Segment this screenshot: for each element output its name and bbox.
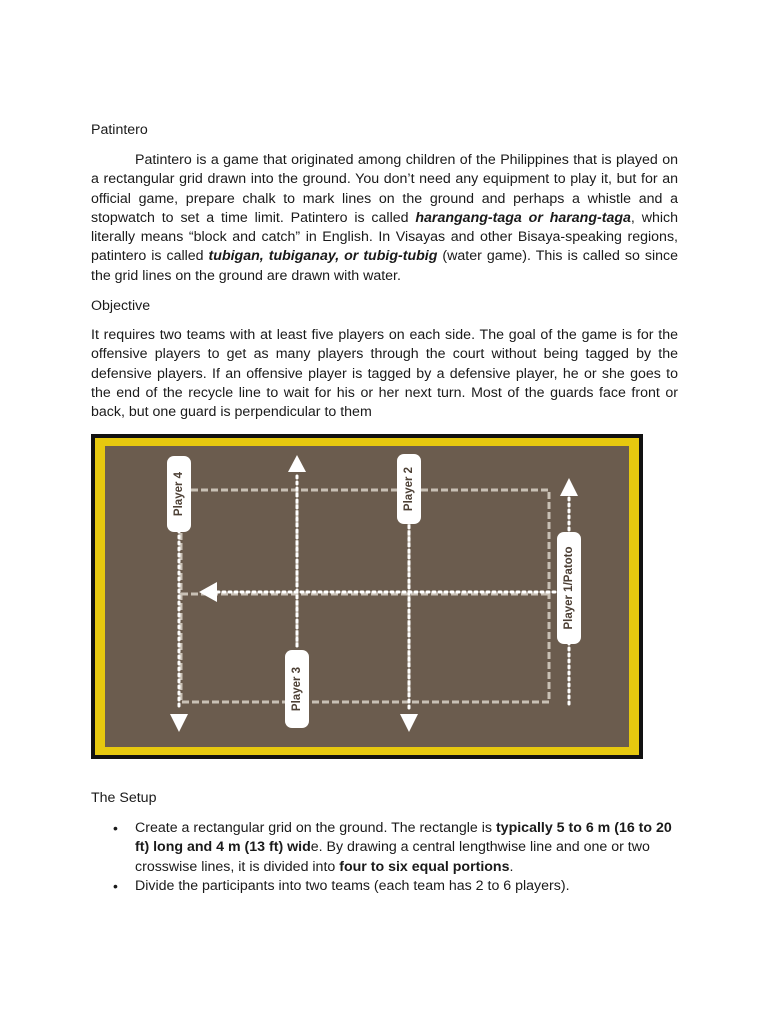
objective-heading: Objective — [91, 298, 151, 314]
intro-paragraph — [91, 151, 678, 286]
player4-label: Player 4 — [173, 471, 185, 517]
objective-paragraph: It requires two teams with at least five players on each side. The goal of the game is for the offensive players to get as many players through the court without being tagged by the defensive players. If an offensive player is tagged by a defensive player, he or she goes to the end of the recycle line to wait for his or her next turn. Most of the guards face front or back, but one guard is perpendicular to them — [91, 327, 678, 421]
setup-item-teams: • Divide the participants into two teams (each team has 2 to 6 players). — [91, 877, 678, 896]
setup-item-grid — [91, 819, 678, 877]
setup-item-1-bold-2: four to six equal portions — [339, 858, 510, 875]
setup-heading: The Setup — [91, 790, 157, 806]
setup-item-1-text-2: e. By drawing a central lengthwise line and one or two crosswise lines, it is divided into — [135, 839, 650, 875]
intro-emphasis-1: harangang-taga or harang-taga — [415, 209, 631, 226]
player2-label: Player 2 — [403, 466, 415, 512]
intro-text-1: Patintero is a game that originated among children of the Philippines that is played on a rectangular grid drawn into the ground. You don’t need any equipment to play it, but for an official game, prepare chalk to mark lines on the ground and perhaps a whistle and a stopwatch to set a time limit. Patintero is called — [91, 152, 678, 226]
player3-label: Player 3 — [291, 666, 303, 712]
player1-label: Player 1/Patoto — [563, 546, 575, 630]
intro-text-3: (water game). This is called so since the grid lines on the ground are drawn with water. — [91, 248, 678, 284]
intro-text-2: , which literally means “block and catch” in English. In Visayas and other Bisaya-speaking regions, patintero is called — [91, 209, 679, 265]
setup-item-1-bold-1: typically 5 to 6 m (16 to 20 ft) long and 4 m (13 ft) wid — [135, 820, 672, 856]
setup-item-1-text-1: Create a rectangular grid on the ground. The rectangle is — [135, 820, 496, 836]
patintero-court-diagram — [91, 434, 643, 759]
document-title: Patintero — [91, 122, 148, 138]
setup-item-1-text-3: . — [509, 858, 514, 875]
intro-emphasis-2: tubigan, tubiganay, or tubig-tubig — [208, 248, 438, 265]
setup-list — [91, 819, 678, 896]
